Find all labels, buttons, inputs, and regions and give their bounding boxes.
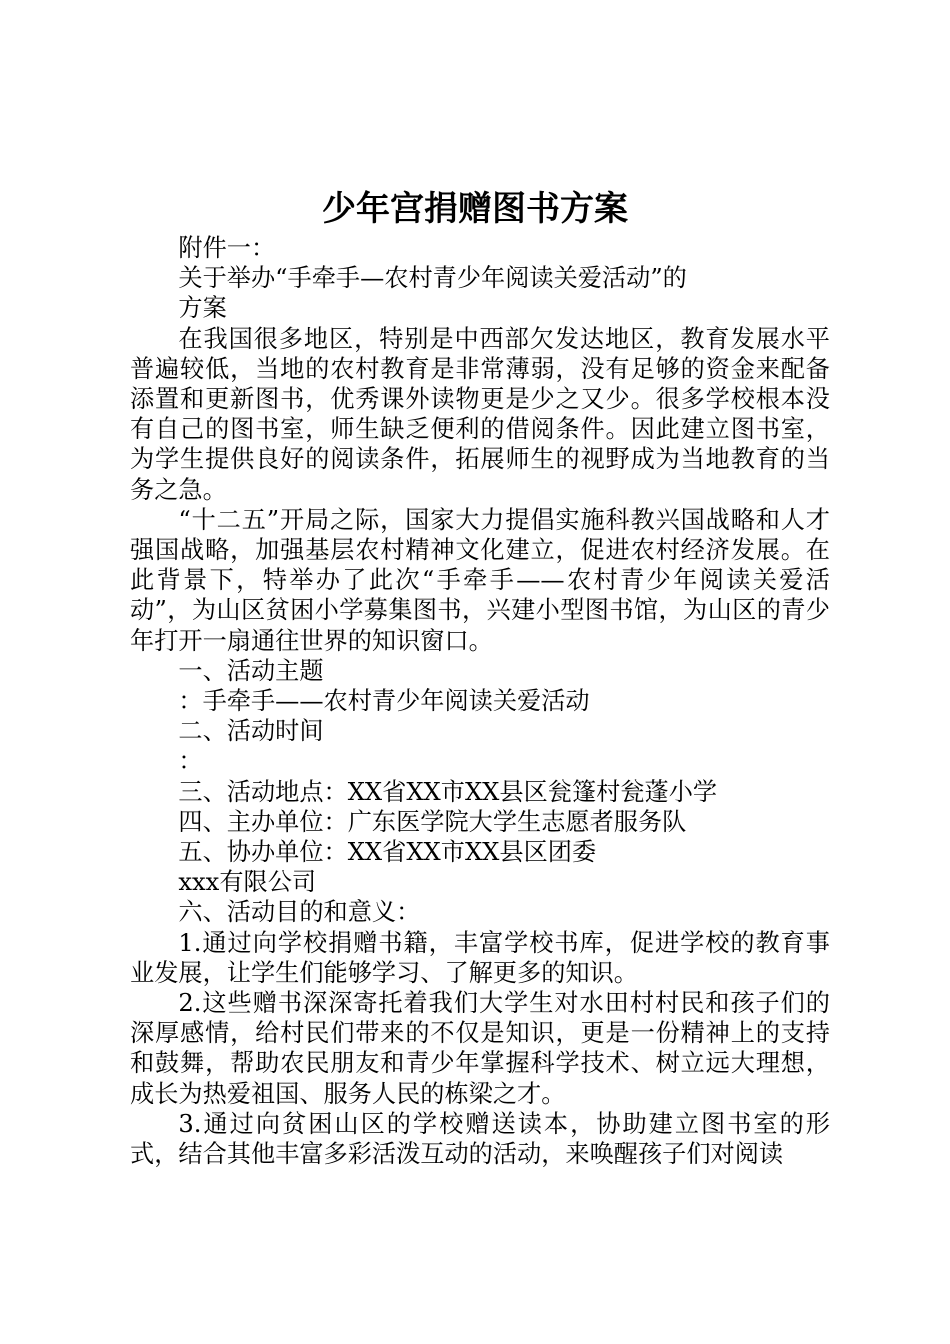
paragraph-context: “十二五”开局之际，国家大力提倡实施科教兴国战略和人才强国战略，加强基层农村精神文化建立，促进农村经济发展。在此背景下，特举办了此次“手牵手——农村青少年阅读关爱活动”，为山区贫困小学募集图书，兴建小型图书馆，为山区的青少年打开一扇通往世界的知识窗口。 — [130, 505, 830, 655]
document-title: 少年宫捐赠图书方案 — [322, 189, 628, 229]
paragraph-background: 在我国很多地区，特别是中西部欠发达地区，教育发展水平普遍较低，当地的农村教育是非常薄弱，没有足够的资金来配备添置和更新图书，优秀课外读物更是少之又少。很多学校根本没有自己的图书室，师生缺乏便利的借阅条件。因此建立图书室，为学生提供良好的阅读条件，拓展师生的视野成为当地教育的当务之急。 — [130, 324, 830, 504]
section-theme-value: ：手牵手——农村青少年阅读关爱活动 — [178, 687, 590, 716]
attachment-label: 附件一： — [178, 234, 276, 262]
section-time-heading: 二、活动时间 — [178, 717, 324, 746]
purpose-item-1: 1.通过向学校捐赠书籍，丰富学校书库，促进学校的教育事业发展，让学生们能够学习、了解更多的知识。 — [130, 928, 830, 987]
plan-heading-line-2: 方案 — [178, 294, 227, 323]
section-organizer: 四、主办单位：广东医学院大学生志愿者服务队 — [178, 807, 687, 836]
purpose-item-3: 3.通过向贫困山区的学校赠送读本，协助建立图书室的形式，结合其他丰富多彩活泼互动的活动，来唤醒孩子们对阅读 — [130, 1109, 830, 1169]
document-body — [130, 233, 830, 1169]
purpose-item-2: 2.这些赠书深深寄托着我们大学生对水田村村民和孩子们的深厚感情，给村民们带来的不仅是知识，更是一份精神上的支持和鼓舞，帮助农民朋友和青少年掌握科学技术、树立远大理想，成长为热爱祖国、服务人民的栋梁之才。 — [130, 989, 830, 1108]
section-co-organizer: 五、协办单位：XX省XX市XX县区团委 — [178, 838, 597, 867]
section-co-organizer-company: xxx有限公司 — [178, 868, 317, 897]
section-time-value: ： — [178, 747, 203, 776]
section-purpose-heading: 六、活动目的和意义： — [178, 898, 421, 927]
section-theme-heading: 一、活动主题 — [178, 656, 324, 685]
plan-heading-line-1: 关于举办“手牵手—农村青少年阅读关爱活动”的 — [178, 264, 687, 293]
section-location: 三、活动地点：XX省XX市XX县区瓮篷村瓮蓬小学 — [178, 777, 718, 806]
